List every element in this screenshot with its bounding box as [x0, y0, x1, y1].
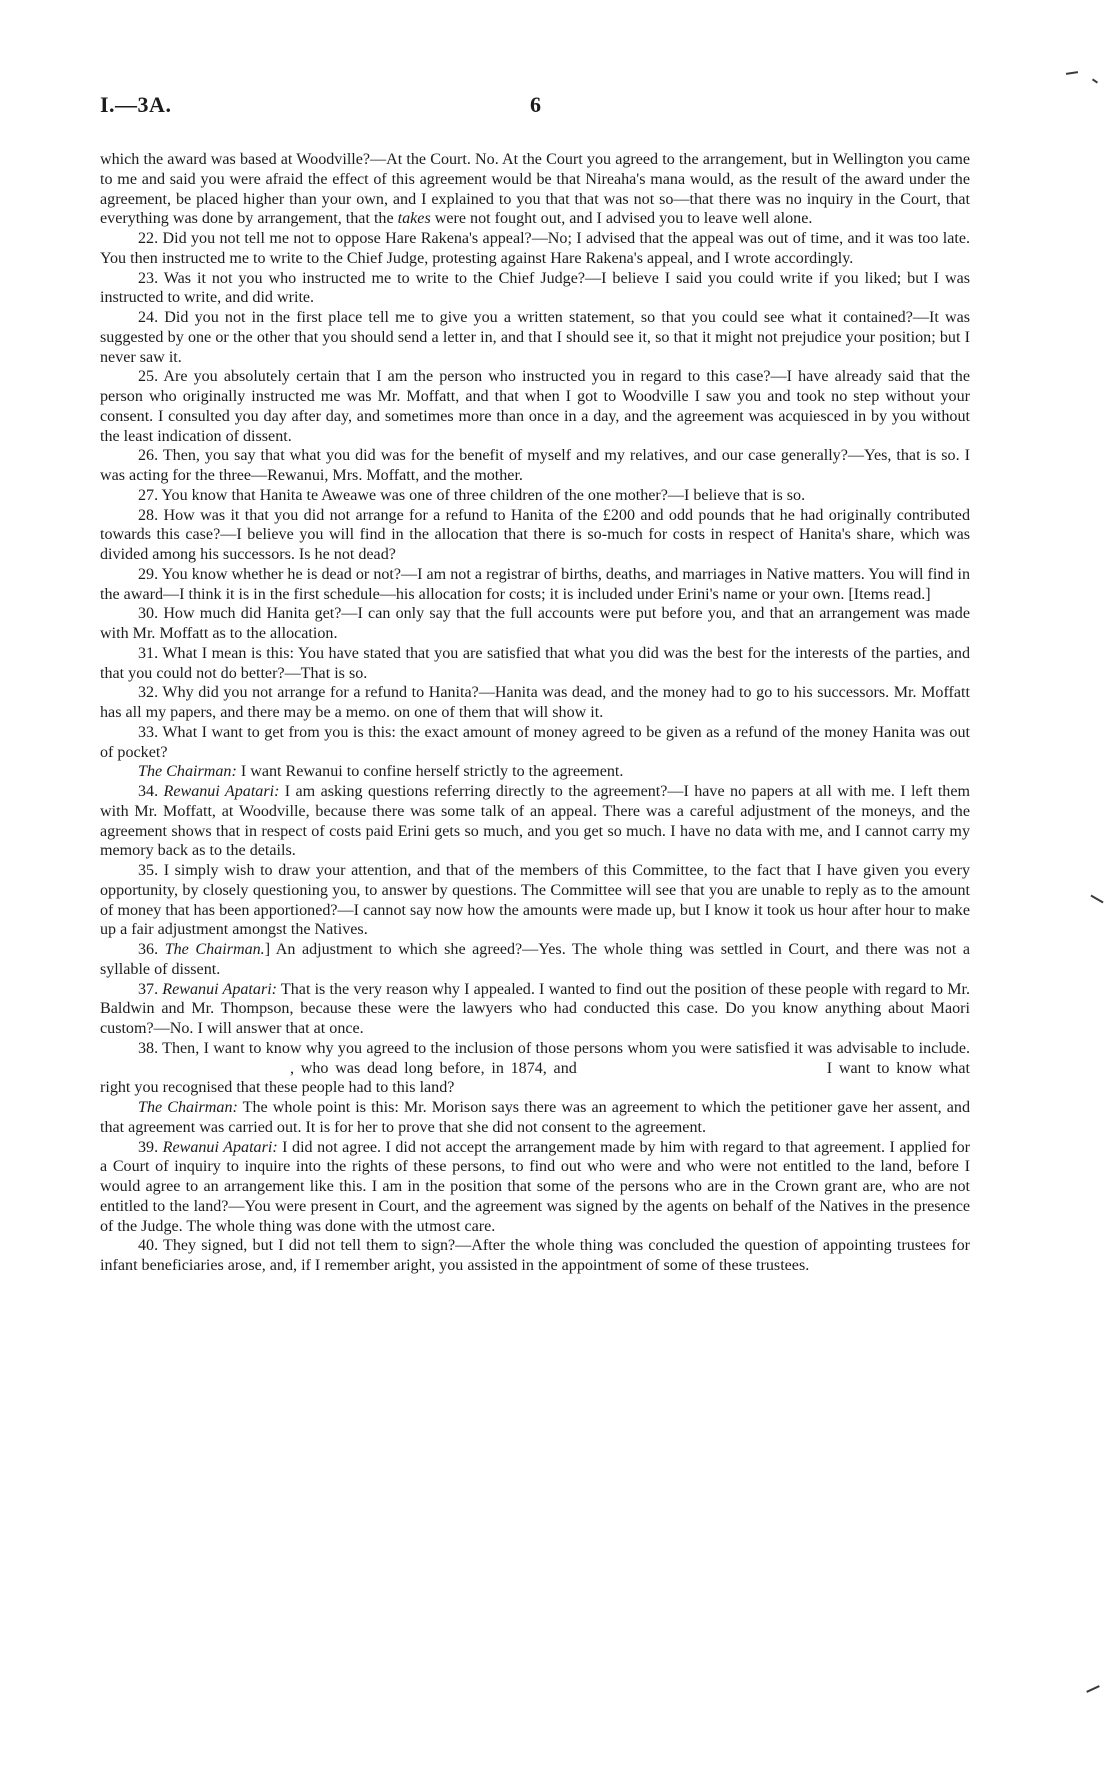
- question-36: [100, 940, 970, 980]
- margin-mark-top-tick: [1092, 78, 1098, 83]
- question-38-part-3: I want to know what right you recognised that these people had to this land?: [100, 1059, 970, 1097]
- question-38-part-2: , who was dead long before, in 1874, and: [290, 1059, 577, 1077]
- speaker-rewanui: Rewanui Apatari:: [162, 980, 278, 998]
- chairman-remark-text: I want Rewanui to confine herself strictly to the agreement.: [236, 763, 624, 781]
- question-number: 34.: [138, 783, 164, 800]
- question-number: 36.: [138, 941, 165, 958]
- question-30: 30. How much did Hanita get?—I can only say that the full accounts were put before you, and that an arrangement was made with Mr. Moffatt as to the allocation.: [100, 605, 970, 642]
- page-header: [100, 92, 980, 122]
- question-22: 22. Did you not tell me not to oppose Hare Rakena's appeal?—No; I advised that the appeal was out of time, and it was too late. You then instructed me to write to the Chief Judge, protesting against Hare Rakena's appeal, and I wrote accordingly.: [100, 230, 970, 267]
- question-29: 29. You know whether he is dead or not?—I am not a registrar of births, deaths, and marriages in Native matters. You will find in the award—I think it is in the first schedule—his allocation for costs; it is included under Erini's name or your own. [Items read.]: [100, 565, 970, 603]
- question-25: 25. Are you absolutely certain that I am the person who instructed you in regard to this case?—I have already said that the person who originally instructed me was Mr. Moffatt, and that when I got to Woodville I saw you and took no step without your consent. I consulted you day after day, and sometimes more than once in a day, and the agreement was acquiesced in by you without the least indication of dissent.: [100, 368, 970, 445]
- evidence-text: [100, 150, 970, 1276]
- speaker-rewanui: Rewanui Apatari:: [163, 783, 280, 800]
- question-number: 37.: [138, 980, 163, 998]
- paper-reference: I.—3A.: [100, 92, 172, 117]
- question-39: [100, 1138, 970, 1237]
- question-35: 35. I simply wish to draw your attention, and that of the members of this Committee, to the fact that I have given you every opportunity, by closely questioning you, to answer by questions. The Committee will see that you are unable to reply as to the amount of money that has been apportioned?—I cannot say now how the amounts were made up, but I know it took us hour after hour to make up a fair adjustment amongst the Natives.: [100, 862, 970, 939]
- margin-mark-middle: [1090, 895, 1103, 904]
- question-text: That is the very reason why I appealed. I wanted to find out the position of these people with regard to Mr. Baldwin and Mr. Thompson, because these were the lawyers who had conducted this case. Do you know anything about Maori custom?—No. I will answer that at once.: [100, 980, 971, 1037]
- question-text: I am asking questions referring directly to the agreement?—I have no papers at all with me. I left them with Mr. Moffatt, at Woodville, because there was some talk of an appeal. There was a careful adjustment of the moneys, and the agreement shows that in respect of costs paid Erini gets so much, and you get so much. I have no data with me, and I cannot carry my memory back as to the details.: [100, 783, 971, 860]
- question-28: 28. How was it that you did not arrange for a refund to Hanita of the £200 and odd pounds that he had originally contributed towards this case?—I believe you will find in the allocation that there is so-much for costs in respect of Hanita's share, which was divided among his successors. Is he not dead?: [100, 506, 970, 563]
- speaker-chairman: The Chairman:: [138, 763, 237, 781]
- question-34: [100, 782, 970, 861]
- speaker-chairman: The Chairman:: [138, 1099, 238, 1116]
- page-number: 6: [530, 92, 541, 117]
- intro-emphasis: takes: [397, 210, 431, 228]
- question-38: [100, 1039, 970, 1098]
- chairman-remark-2: [100, 1098, 970, 1138]
- question-38-part-1: 38. Then, I want to know why you agreed to the inclusion of those persons whom you were satisfied it was advisable to include.: [138, 1039, 970, 1057]
- question-23: 23. Was it not you who instructed me to write to the Chief Judge?—I believe I said you could write if you liked; but I was instructed to write, and did write.: [100, 269, 970, 307]
- chairman-remark-1: [100, 762, 970, 782]
- question-32: 32. Why did you not arrange for a refund to Hanita?—Hanita was dead, and the money had to go to his successors. Mr. Moffatt has all my papers, and there may be a memo. on one of them that will show it.: [100, 684, 970, 721]
- question-24: 24. Did you not in the first place tell me to give you a written statement, so that you could see what it contained?—It was suggested by one or the other that you should send a letter in, and that I should see it, so that it might not prejudice your position; but I never saw it.: [100, 309, 970, 366]
- question-31: 31. What I mean is this: You have stated that you are satisfied that what you did was the best for the interests of the parties, and that you could not do better?—That is so.: [100, 644, 970, 682]
- margin-mark-bottom: [1086, 1685, 1100, 1693]
- intro-text: which the award was based at Woodville?—At the Court. No. At the Court you agreed to the arrangement, but in Wellington you came to me and said you were afraid the effect of this agreement would be that Nireaha's mana would, as the result of the award under the agreement, be placed higher than your own, and I explained to you that that was not so—that there was no inquiry in the Court, that everything was done by arrangement, that the: [100, 151, 970, 228]
- question-number: 39.: [138, 1138, 163, 1156]
- margin-mark-top: [1066, 71, 1078, 75]
- question-40: 40. They signed, but I did not tell them to sign?—After the whole thing was concluded the question of appointing trustees for infant beneficiaries arose, and, if I remember aright, you assisted in the appointment of some of these trustees.: [100, 1237, 970, 1274]
- question-37: [100, 980, 970, 1039]
- question-text: I did not agree. I did not accept the arrangement made by him with regard to that agreement. I applied for a Court of inquiry to inquire into the rights of these persons, to find out who were and who were not entitled to the land, before I would agree to an arrangement like this. I am in the position that some of the persons who are in the Crown grant are, who are not entitled to the land?—You were present in Court, and the agreement was signed by the agents on behalf of the Natives in the presence of the Judge. The whole thing was done with the utmost care.: [100, 1138, 970, 1235]
- question-text: ] An adjustment to which she agreed?—Yes. The whole thing was settled in Court, and there was not a syllable of dissent.: [100, 941, 971, 978]
- speaker-rewanui: Rewanui Apatari:: [162, 1138, 278, 1156]
- question-33: 33. What I want to get from you is this: the exact amount of money agreed to be given as a refund of the money Hanita was out of pocket?: [100, 723, 970, 761]
- question-27: 27. You know that Hanita te Aweawe was one of three children of the one mother?—I believe that is so.: [138, 486, 806, 504]
- speaker-chairman: The Chairman.: [164, 941, 265, 958]
- question-26: 26. Then, you say that what you did was for the benefit of myself and my relatives, and our case generally?—Yes, that is so. I was acting for the three—Rewanui, Mrs. Moffatt, and the mother.: [100, 447, 970, 484]
- paragraph-intro: [100, 150, 970, 229]
- intro-tail: were not fought out, and I advised you to leave well alone.: [430, 210, 813, 228]
- chairman-remark-text: The whole point is this: Mr. Morison says there was an agreement to which the petitioner gave her assent, and that agreement was carried out. It is for her to prove that she did not consent to the agreement.: [100, 1099, 970, 1136]
